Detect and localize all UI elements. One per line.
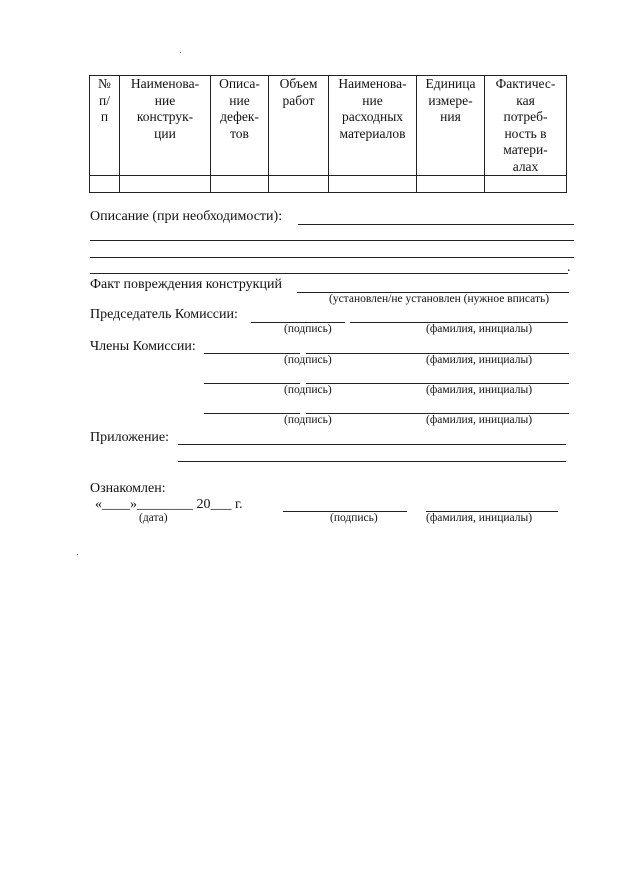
table-cell[interactable] xyxy=(485,176,567,193)
col-header-defects: Описа- ние дефек- тов xyxy=(211,76,269,176)
signature-caption: (подпись) xyxy=(284,384,332,396)
signature-caption: (подпись) xyxy=(284,414,332,426)
damage-fact-hint: (установлен/не установлен (нужное вписать) xyxy=(329,293,550,305)
table-cell[interactable] xyxy=(417,176,485,193)
name-caption: (фамилия, инициалы) xyxy=(426,323,533,335)
chairman-label: Председатель Комиссии: xyxy=(90,307,238,322)
table-header-row xyxy=(90,76,567,176)
col-header-construction: Наименова- ние конструк- ции xyxy=(120,76,211,176)
acknowledged-date-field[interactable]: «____»________ 20___ г. xyxy=(95,497,243,512)
table-cell[interactable] xyxy=(90,176,120,193)
name-caption: (фамилия, инициалы) xyxy=(426,384,533,396)
table-cell[interactable] xyxy=(329,176,417,193)
table-row xyxy=(90,176,567,193)
scan-speck xyxy=(77,554,78,555)
attachment-label: Приложение: xyxy=(90,430,170,445)
name-caption: (фамилия, инициалы) xyxy=(426,512,533,524)
table-cell[interactable] xyxy=(269,176,329,193)
table-cell[interactable] xyxy=(211,176,269,193)
description-field[interactable] xyxy=(90,273,568,274)
attachment-field[interactable] xyxy=(178,461,566,462)
description-field[interactable] xyxy=(90,240,574,241)
description-field[interactable] xyxy=(298,224,574,225)
acknowledged-label: Ознакомлен: xyxy=(90,481,166,496)
date-caption: (дата) xyxy=(139,512,168,524)
col-header-unit: Единица измере- ния xyxy=(417,76,485,176)
col-header-actual-need: Фактичес- кая потреб- ность в матери- алах xyxy=(485,76,567,176)
col-header-volume: Объем работ xyxy=(269,76,329,176)
signature-caption: (подпись) xyxy=(284,354,332,366)
signature-caption: (подпись) xyxy=(284,323,332,335)
name-caption: (фамилия, инициалы) xyxy=(426,354,533,366)
members-label: Члены Комиссии: xyxy=(90,339,196,354)
description-label: Описание (при необходимости): xyxy=(90,209,283,224)
signature-caption: (подпись) xyxy=(330,512,378,524)
description-field[interactable] xyxy=(90,257,574,258)
damage-fact-label: Факт повреждения конструкций xyxy=(90,277,282,292)
description-end-mark: . xyxy=(567,260,571,275)
defects-table xyxy=(89,75,567,193)
col-header-number: № п/ п xyxy=(90,76,120,176)
scan-speck xyxy=(180,52,181,53)
col-header-materials: Наименова- ние расходных материалов xyxy=(329,76,417,176)
attachment-field[interactable] xyxy=(178,444,566,445)
table-cell[interactable] xyxy=(120,176,211,193)
name-caption: (фамилия, инициалы) xyxy=(426,414,533,426)
